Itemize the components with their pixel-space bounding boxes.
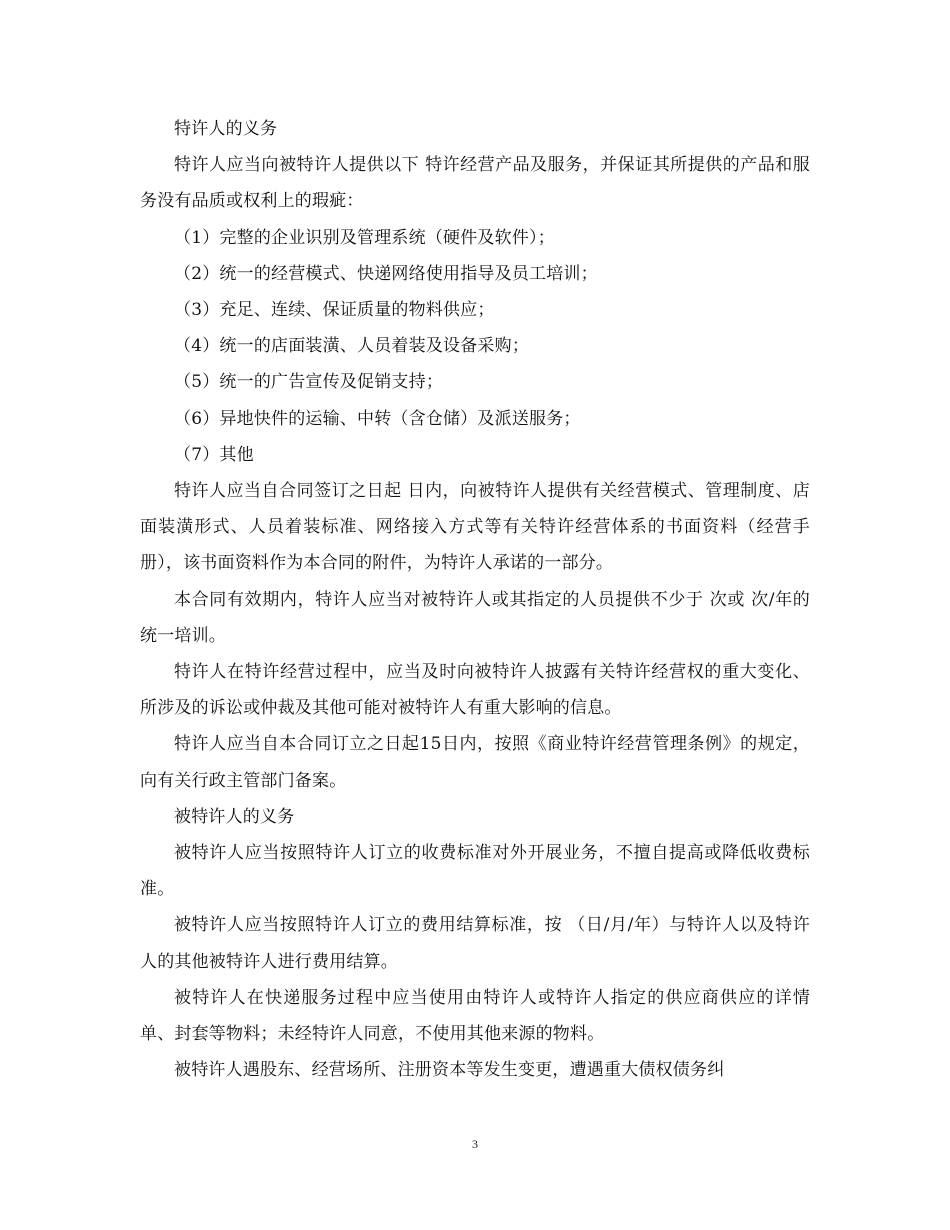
paragraph: 特许人应当向被特许人提供以下 特许经营产品及服务，并保证其所提供的产品和服务没有品质或权利上的瑕疵： bbox=[140, 155, 810, 212]
paragraph: 特许人应当自合同签订之日起 日内，向被特许人提供有关经营模式、管理制度、店面装潢形式、人员着装标准、网络接入方式等有关特许经营体系的书面资料（经营手册），该书面资料作为本合同的附件，为特许人承诺的一部分。 bbox=[140, 481, 810, 574]
list-item: （5）统一的广告宣传及促销支持； bbox=[174, 372, 444, 393]
section-heading-franchisee-obligations: 被特许人的义务 bbox=[174, 806, 295, 827]
paragraph: 被特许人在快递服务过程中应当使用由特许人或特许人指定的供应商供应的详情单、封套等物料；未经特许人同意，不使用其他来源的物料。 bbox=[140, 987, 810, 1045]
section-heading-franchisor-obligations: 特许人的义务 bbox=[174, 119, 278, 139]
paragraph: 被特许人遇股东、经营场所、注册资本等发生变更，遭遇重大债权债务纠 bbox=[174, 1060, 725, 1081]
paragraph: 被特许人应当按照特许人订立的费用结算标准，按 （日/月/年）与特许人以及特许人的其他被特许人进行费用结算。 bbox=[140, 915, 810, 972]
page-number: 3 bbox=[472, 1137, 478, 1151]
paragraph: 本合同有效期内，特许人应当对被特许人或其指定的人员提供不少于 次或 次/年的统一培训。 bbox=[140, 589, 810, 646]
list-item: （1）完整的企业识别及管理系统（硬件及软件）； bbox=[174, 227, 555, 248]
list-item: （7）其他 bbox=[174, 444, 254, 465]
list-item: （3）充足、连续、保证质量的物料供应； bbox=[174, 300, 495, 321]
list-item: （6）异地快件的运输、中转（含仓储）及派送服务； bbox=[174, 408, 581, 429]
paragraph: 特许人应当自本合同订立之日起15日内，按照《商业特许经营管理条例》的规定，向有关行政主管部门备案。 bbox=[140, 734, 810, 791]
paragraph: 被特许人应当按照特许人订立的收费标准对外开展业务，不擅自提高或降低收费标准。 bbox=[140, 843, 810, 900]
document-body bbox=[140, 111, 810, 1088]
list-item: （2）统一的经营模式、快递网络使用指导及员工培训； bbox=[174, 263, 598, 284]
list-item: （4）统一的店面装潢、人员着装及设备采购； bbox=[174, 336, 530, 357]
paragraph: 特许人在特许经营过程中，应当及时向被特许人披露有关特许经营权的重大变化、所涉及的诉讼或仲裁及其他可能对被特许人有重大影响的信息。 bbox=[140, 662, 810, 719]
